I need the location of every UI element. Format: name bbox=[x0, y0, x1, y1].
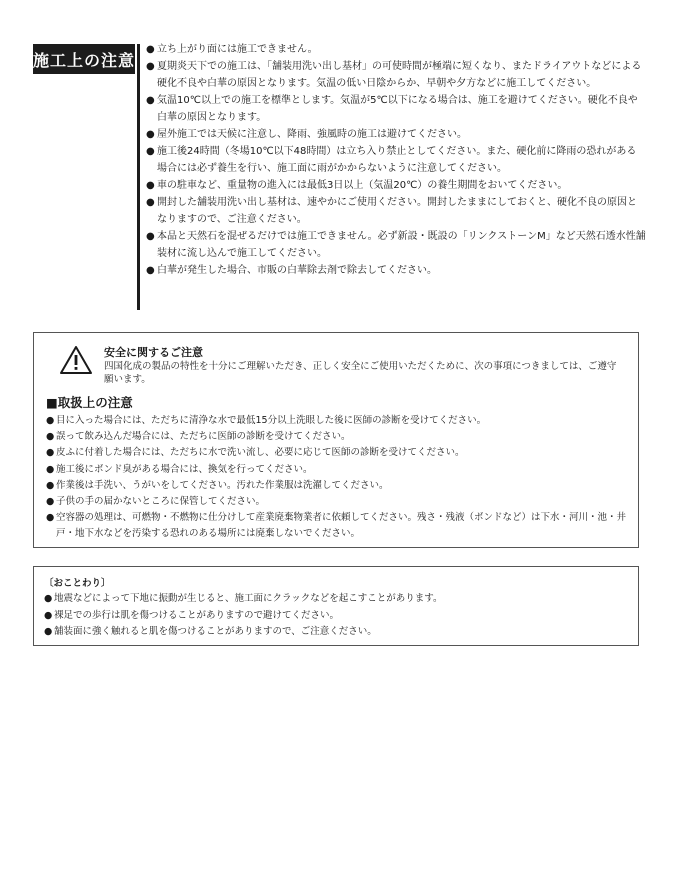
bullet-icon: ● bbox=[46, 496, 55, 508]
note-text: 車の駐車など、重量物の進入には最低3日以上（気温20℃）の養生期間をおいてください。 bbox=[157, 180, 568, 191]
note-text: 本品と天然石を混ぜるだけでは施工できません。必ず新設・既設の「リンクストーンM」など天然石透水性舗装材に流し込んで施工してください。 bbox=[157, 231, 646, 259]
disclaimer-text: 裸足での歩行は肌を傷つけることがありますので避けてください。 bbox=[54, 609, 340, 621]
safety-heading: 安全に関するご注意 bbox=[104, 346, 203, 359]
section-divider-bar bbox=[137, 44, 140, 310]
note-text: 夏期炎天下での施工は、「舗装用洗い出し基材」の可使時間が極端に短くなり、またドライアウトなどによる硬化不良や白華の原因となります。気温の低い日陰からか、早朝や夕方などに施工してください。 bbox=[157, 61, 642, 89]
construction-notes-list bbox=[146, 41, 646, 279]
list-item bbox=[146, 92, 646, 126]
handling-heading: ■取扱上の注意 bbox=[46, 395, 133, 410]
disclaimer-heading: 〔おことわり〕 bbox=[44, 578, 111, 589]
note-text: 立ち上がり面には施工できません。 bbox=[157, 44, 318, 55]
handling-text: 子供の手の届かないところに保管してください。 bbox=[56, 496, 266, 508]
bullet-icon: ● bbox=[146, 231, 155, 242]
list-item bbox=[46, 445, 631, 461]
bullet-icon: ● bbox=[46, 512, 55, 524]
bullet-icon: ● bbox=[44, 626, 53, 637]
bullet-icon: ● bbox=[146, 265, 155, 276]
bullet-icon: ● bbox=[146, 61, 155, 72]
disclaimer-list bbox=[44, 591, 629, 641]
bullet-icon: ● bbox=[44, 593, 53, 604]
list-item bbox=[146, 143, 646, 177]
list-item bbox=[146, 262, 646, 279]
bullet-icon: ● bbox=[146, 129, 155, 140]
list-item bbox=[44, 624, 629, 641]
list-item bbox=[146, 177, 646, 194]
list-item bbox=[44, 608, 629, 625]
handling-text: 空容器の処理は、可燃物・不燃物に仕分けして産業廃棄物業者に依頼してください。残さ・残液（ボンドなど）は下水・河川・池・井戸・地下水などを汚染する恐れのある場所には廃棄しないでください。 bbox=[56, 512, 627, 540]
disclaimer-text: 舗装面に強く触れると肌を傷つけることがありますので、ご注意ください。 bbox=[54, 626, 377, 637]
note-text: 白華が発生した場合、市販の白華除去剤で除去してください。 bbox=[157, 265, 437, 276]
note-text: 開封した舗装用洗い出し基材は、速やかにご使用ください。開封したままにしておくと、硬化不良の原因となりますので、ご注意ください。 bbox=[157, 197, 637, 225]
construction-notes-label: 施工上の注意 bbox=[33, 44, 135, 74]
list-item bbox=[46, 429, 631, 445]
bullet-icon: ● bbox=[44, 609, 53, 621]
list-item bbox=[46, 510, 631, 542]
warning-triangle-icon bbox=[59, 345, 93, 375]
bullet-icon: ● bbox=[46, 479, 55, 491]
bullet-icon: ● bbox=[146, 146, 155, 157]
handling-text: 施工後にボンド臭がある場合には、換気を行ってください。 bbox=[56, 463, 313, 475]
safety-notice-box bbox=[33, 332, 639, 548]
handling-text: 目に入った場合には、ただちに清浄な水で最低15分以上洗眼した後に医師の診断を受けてください。 bbox=[56, 415, 487, 426]
bullet-icon: ● bbox=[146, 95, 155, 106]
handling-list bbox=[46, 413, 631, 543]
disclaimer-text: 地震などによって下地に振動が生じると、施工面にクラックなどを起こすことがあります。 bbox=[54, 593, 443, 604]
disclaimer-box bbox=[33, 566, 639, 646]
bullet-icon: ● bbox=[46, 415, 55, 426]
list-item bbox=[46, 478, 631, 494]
bullet-icon: ● bbox=[46, 431, 55, 443]
handling-text: 作業後は手洗い、うがいをしてください。汚れた作業服は洗濯してください。 bbox=[56, 479, 389, 491]
note-text: 気温10℃以上での施工を標準とします。気温が5℃以下になる場合は、施工を避けてください。硬化不良や白華の原因となります。 bbox=[157, 95, 638, 123]
list-item bbox=[146, 41, 646, 58]
note-text: 施工後24時間（冬場10℃以下48時間）は立ち入り禁止としてください。また、硬化前に降雨の恐れがある場合には必ず養生を行い、施工面に雨がかからないように注意してください。 bbox=[157, 146, 637, 174]
bullet-icon: ● bbox=[146, 197, 155, 208]
bullet-icon: ● bbox=[46, 463, 55, 475]
list-item bbox=[46, 462, 631, 478]
handling-text: 誤って飲み込んだ場合には、ただちに医師の診断を受けてください。 bbox=[56, 431, 351, 443]
safety-intro: 四国化成の製品の特性を十分にご理解いただき、正しく安全にご使用いただくために、次の事項につきましては、ご遵守願います。 bbox=[104, 361, 617, 385]
bullet-icon: ● bbox=[146, 180, 155, 191]
note-text: 屋外施工では天候に注意し、降雨、強風時の施工は避けてください。 bbox=[157, 129, 467, 140]
list-item bbox=[44, 591, 629, 608]
list-item bbox=[146, 126, 646, 143]
list-item bbox=[46, 413, 631, 429]
handling-text: 皮ふに付着した場合には、ただちに水で洗い流し、必要に応じて医師の診断を受けてください。 bbox=[56, 447, 465, 459]
list-item bbox=[146, 194, 646, 228]
list-item bbox=[146, 228, 646, 262]
list-item bbox=[146, 58, 646, 92]
list-item bbox=[46, 494, 631, 510]
bullet-icon: ● bbox=[46, 447, 55, 459]
bullet-icon: ● bbox=[146, 44, 155, 55]
